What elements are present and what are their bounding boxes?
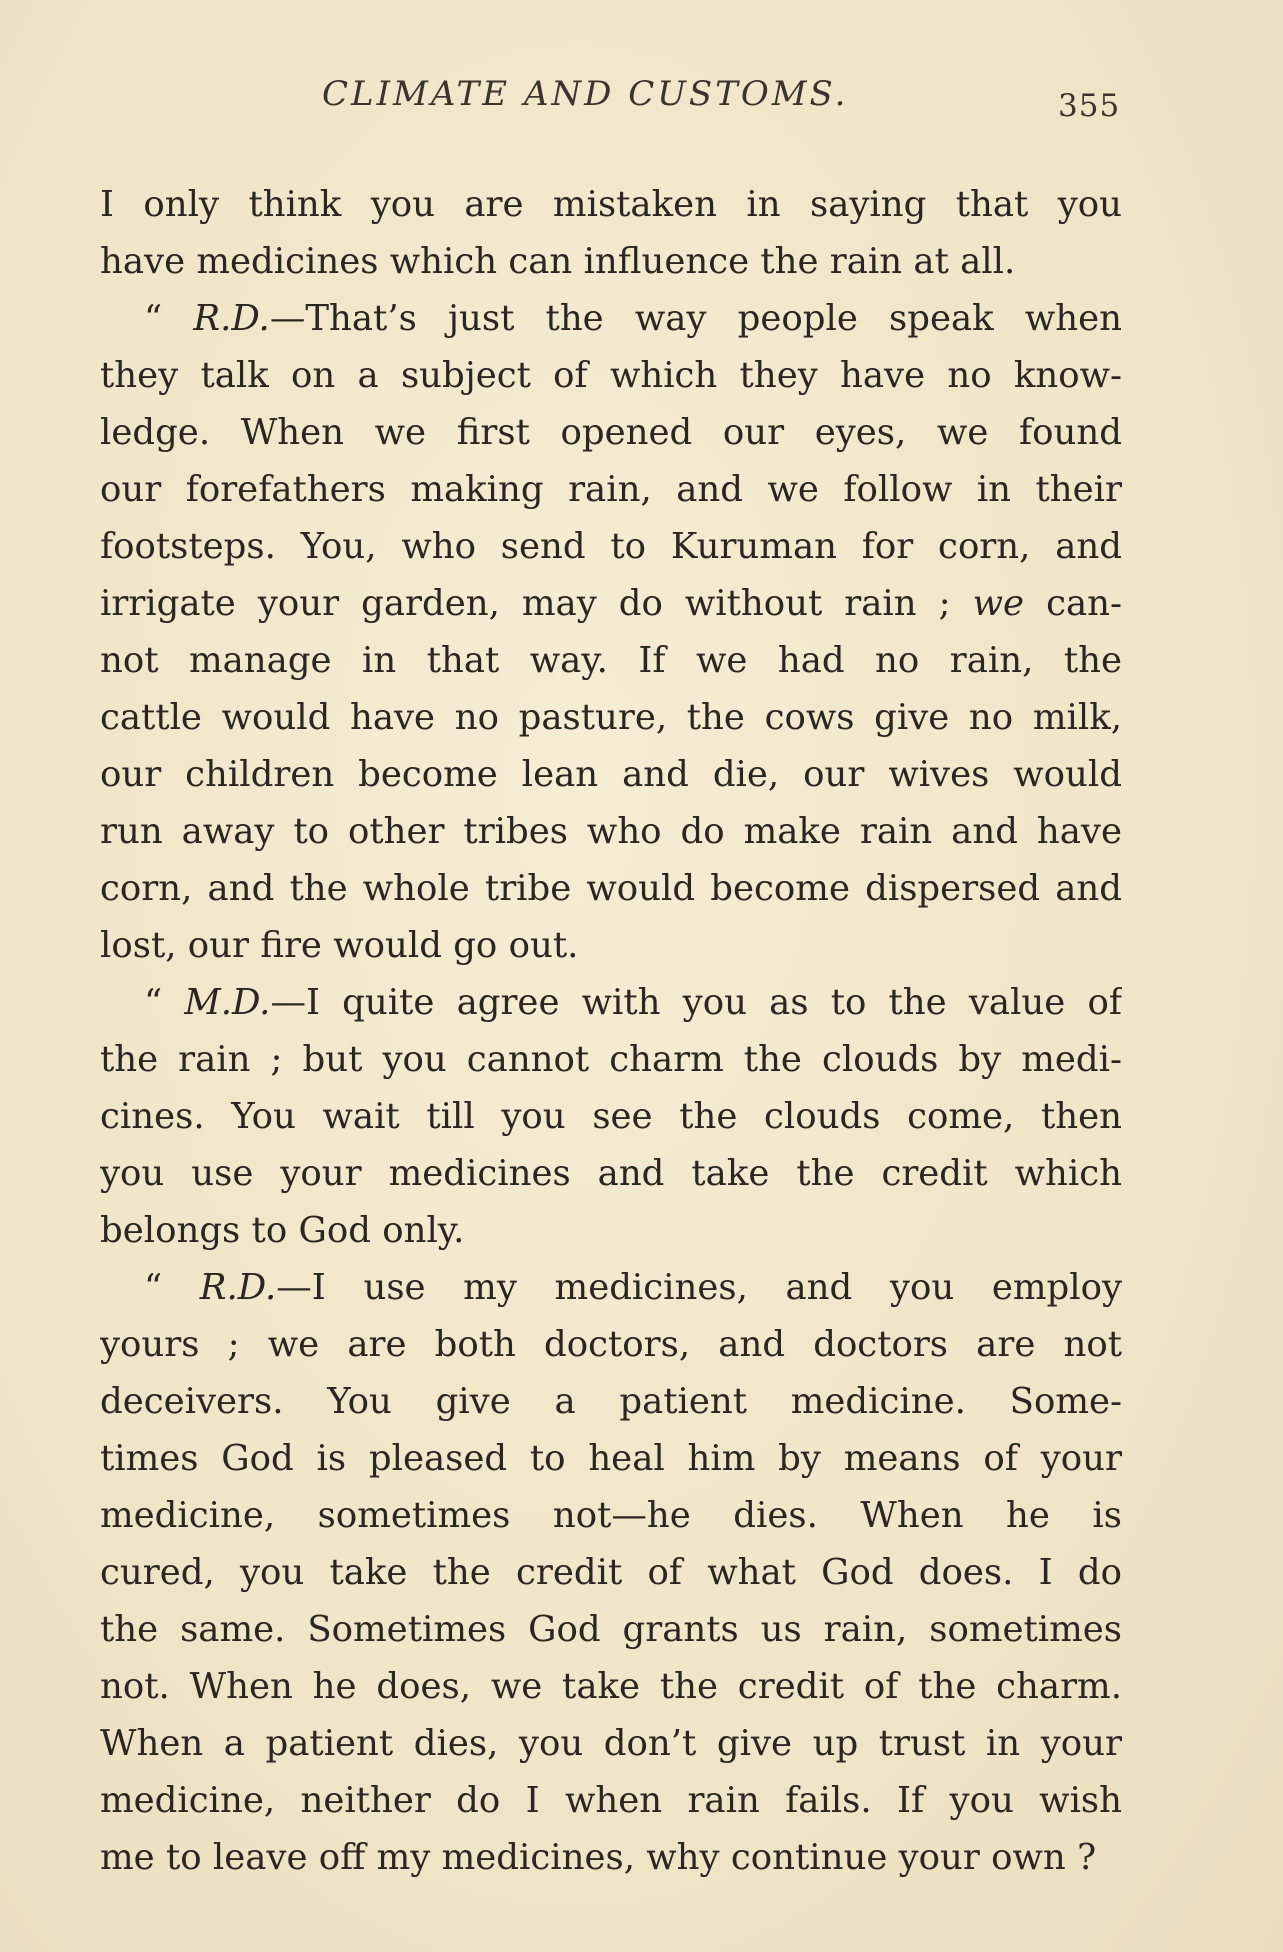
line-text: —I quite agree with you as to the value of [270,982,1122,1023]
running-title: CLIMATE AND CUSTOMS. [322,74,849,114]
line-text: corn, and the whole tribe would become dispersed and [100,868,1122,909]
line-text: run away to other tribes who do make rain and have [100,811,1122,852]
line-text: I only think you are mistaken in saying that you [100,184,1122,225]
text-line [100,917,1122,974]
open-quote: “ [144,1267,200,1308]
text-line [100,461,1122,518]
speaker-label: M.D. [184,982,271,1023]
text-line [100,974,1122,1031]
text-line [100,1772,1122,1829]
emphasis-text: we [972,583,1025,624]
line-text: me to leave off my medicines, why continue your own ? [100,1837,1097,1878]
text-line [100,1715,1122,1772]
text-line [100,518,1122,575]
body-text [100,176,1122,1886]
line-text: can- [1024,583,1122,624]
text-line [100,1316,1122,1373]
line-text: medicine, neither do I when rain fails. If you wish [100,1780,1122,1821]
text-line [100,1373,1122,1430]
text-line [100,1430,1122,1487]
text-line [100,860,1122,917]
line-text: our forefathers making rain, and we follow in their [100,469,1122,510]
line-text: irrigate your garden, may do without rain ; [100,583,973,624]
text-line [100,1202,1122,1259]
text-line [100,746,1122,803]
line-text: have medicines which can influence the rain at all. [100,241,1016,282]
line-text: the rain ; but you cannot charm the clouds by medi- [100,1039,1122,1080]
line-text: lost, our fire would go out. [100,925,579,966]
text-line [100,1544,1122,1601]
speaker-label: R.D. [199,1267,277,1308]
line-text: you use your medicines and take the credit which [100,1153,1122,1194]
text-line [100,1487,1122,1544]
line-text: deceivers. You give a patient medicine. Some- [100,1381,1122,1422]
line-text: cines. You wait till you see the clouds come, then [100,1096,1122,1137]
line-text: our children become lean and die, our wives would [100,754,1122,795]
line-text: belongs to God only. [100,1210,465,1251]
line-text: the same. Sometimes God grants us rain, sometimes [100,1609,1122,1650]
text-line [100,803,1122,860]
text-line [100,1088,1122,1145]
line-text: they talk on a subject of which they have no know- [100,355,1122,396]
line-text: cured, you take the credit of what God does. I do [100,1552,1122,1593]
text-line [100,1601,1122,1658]
line-text: yours ; we are both doctors, and doctors are not [100,1324,1122,1365]
page-number: 355 [1058,88,1121,124]
line-text: not manage in that way. If we had no rain, the [100,640,1122,681]
text-line [100,290,1122,347]
text-line [100,1031,1122,1088]
text-line [100,632,1122,689]
line-text: not. When he does, we take the credit of the charm. [100,1666,1122,1707]
line-text: —I use my medicines, and you employ [276,1267,1122,1308]
line-text: When a patient dies, you don’t give up trust in your [100,1723,1122,1764]
line-text: times God is pleased to heal him by means of your [100,1438,1122,1479]
open-quote: “ [144,298,194,339]
text-line [100,689,1122,746]
text-line [100,1658,1122,1715]
text-line [100,1145,1122,1202]
text-line [100,347,1122,404]
text-line [100,1829,1122,1886]
text-line [100,176,1122,233]
line-text: ledge. When we first opened our eyes, we found [100,412,1122,453]
line-text: medicine, sometimes not—he dies. When he is [100,1495,1122,1536]
line-text: footsteps. You, who send to Kuruman for corn, and [100,526,1122,567]
text-line [100,1259,1122,1316]
line-text: —That’s just the way people speak when [269,298,1122,339]
open-quote: “ [144,982,185,1023]
running-head [0,74,1283,134]
text-line [100,575,1122,632]
speaker-label: R.D. [193,298,270,339]
text-line [100,404,1122,461]
text-line [100,233,1122,290]
line-text: cattle would have no pasture, the cows give no milk, [100,697,1122,738]
